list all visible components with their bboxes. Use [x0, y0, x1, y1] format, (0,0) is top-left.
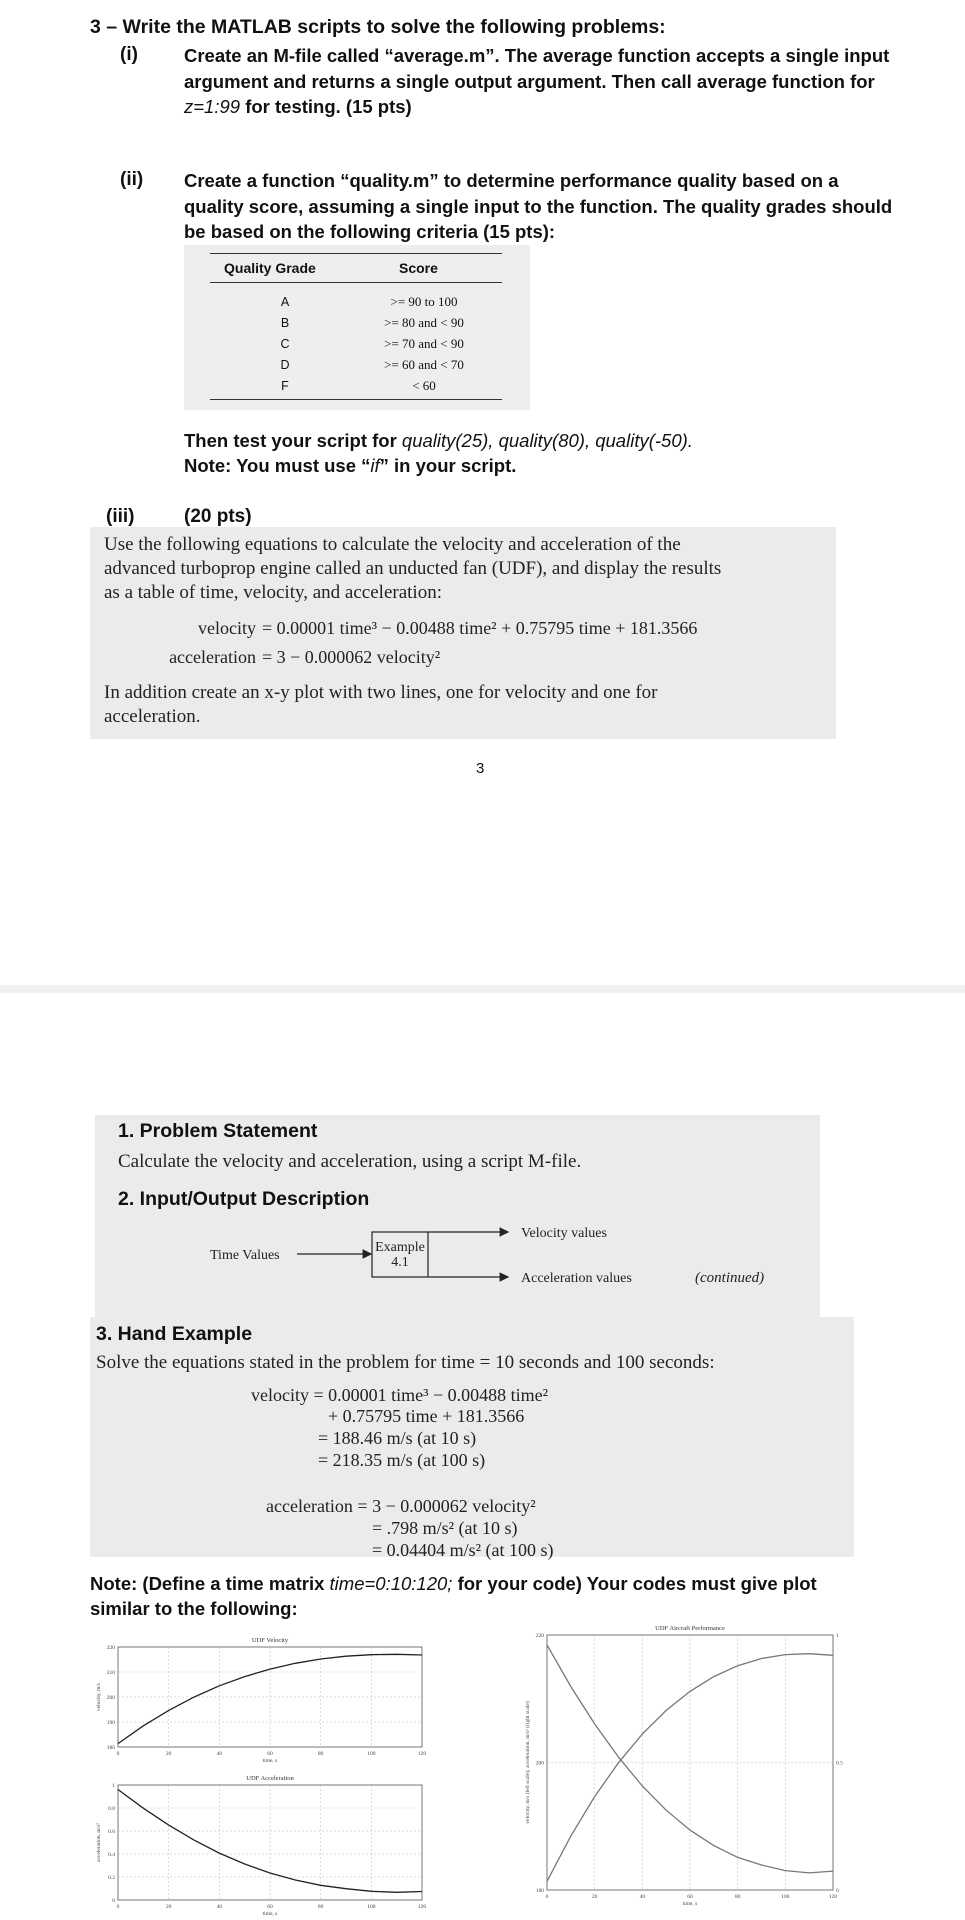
- acceleration-chart-ytick-0.4: 0.4: [108, 1852, 115, 1858]
- acceleration-chart-ytick-1: 1: [112, 1783, 115, 1789]
- hand-v4: = 218.35 m/s (at 100 s): [318, 1450, 486, 1470]
- note-prefix: Note: You must use “: [184, 455, 371, 476]
- velocity-lhs: velocity: [198, 618, 256, 638]
- part-iii-label: (iii): [106, 506, 135, 527]
- table-top-rule: [210, 253, 502, 254]
- test-prefix: Then test your script for: [184, 430, 402, 451]
- velocity-chart-xtick-0: 0: [116, 1751, 120, 1757]
- acceleration-chart-title: UDF Acceleration: [246, 1775, 294, 1782]
- acceleration-chart-xtick-40: 40: [216, 1904, 223, 1910]
- acceleration-chart-xtick-0: 0: [116, 1904, 120, 1910]
- grade-f: F: [281, 379, 289, 393]
- velocity-chart-xtick-40: 40: [216, 1751, 223, 1757]
- performance-chart-xtick-60: 60: [687, 1894, 693, 1900]
- velocity-chart-ytick-180: 180: [106, 1745, 115, 1751]
- velocity-chart-xtick-20: 20: [165, 1751, 172, 1757]
- io-diagram: [95, 1210, 820, 1315]
- acceleration-chart-xlabel: time, s: [262, 1911, 278, 1917]
- io-box-line1: Example: [375, 1240, 425, 1255]
- performance-chart-xtick-100: 100: [781, 1894, 790, 1900]
- performance-chart-title: UDF Aircraft Performance: [655, 1625, 725, 1632]
- page-number: 3: [476, 760, 485, 777]
- part-ii-line2: quality score, assuming a single input to the function. The quality grades should: [184, 195, 893, 217]
- part-iii-para1: [104, 533, 721, 605]
- performance-chart-rtick-1: 1: [836, 1633, 839, 1639]
- part-iii-para2: [104, 681, 657, 729]
- part-ii-test-line: [184, 428, 693, 453]
- performance-chart-xtick-80: 80: [734, 1894, 741, 1900]
- part-ii-line1: Create a function “quality.m” to determine performance quality based on a: [184, 170, 839, 191]
- performance-chart-xtick-0: 0: [545, 1894, 549, 1900]
- acceleration-chart-ylabel: acceleration, m/s²: [96, 1823, 102, 1862]
- part-iii-points: (20 pts): [184, 506, 252, 527]
- part-i-line1: Create an M-file called “average.m”. The average function accepts a single input: [184, 45, 890, 66]
- score-b: >= 80 and < 90: [384, 315, 464, 330]
- plot-note: [90, 1571, 817, 1621]
- acceleration-chart-xtick-20: 20: [165, 1904, 172, 1910]
- velocity-rhs: = 0.00001 time³ − 0.00488 time² + 0.75795 time + 181.3566: [262, 618, 698, 638]
- part-i-code: z=1:99: [184, 96, 241, 117]
- table-header-score: Score: [399, 260, 438, 276]
- part-i-text: [184, 43, 904, 120]
- plot-note-line1: [90, 1571, 817, 1596]
- s3-text: Solve the equations stated in the problem for time = 10 seconds and 100 seconds:: [96, 1352, 715, 1373]
- grade-c: C: [280, 337, 290, 351]
- velocity-chart-xtick-120: 120: [417, 1751, 427, 1757]
- performance-chart-ytick-220: 220: [535, 1633, 544, 1639]
- performance-chart-xtick-20: 20: [591, 1894, 598, 1900]
- part-i-label: (i): [120, 44, 138, 65]
- io-box-line2: 4.1: [391, 1255, 409, 1270]
- performance-chart-ytick-180: 180: [535, 1888, 544, 1894]
- hand-a2: = .798 m/s² (at 10 s): [372, 1518, 518, 1538]
- p2-line1: In addition create an x-y plot with two lines, one for velocity and one for: [104, 682, 658, 703]
- hand-v3: = 188.46 m/s (at 10 s): [318, 1428, 477, 1448]
- part-ii-label: (ii): [120, 169, 144, 190]
- accel-lhs: acceleration: [169, 647, 256, 667]
- performance-chart-xtick-120: 120: [828, 1894, 838, 1900]
- hand-v1: velocity = 0.00001 time³ − 0.00488 time²: [251, 1385, 549, 1405]
- performance-chart-ytick-200: 200: [535, 1760, 544, 1767]
- part-i-points: for testing. (15 pts): [240, 96, 412, 117]
- grade-a: A: [280, 295, 290, 309]
- note-l1-code: time=0:10:120;: [329, 1573, 453, 1594]
- s2-heading: 2. Input/Output Description: [118, 1188, 370, 1210]
- part-i-line2: argument and returns a single output argument. Then call average function for: [184, 70, 875, 92]
- performance-chart-rtick-0.5: 0.5: [836, 1760, 843, 1767]
- io-output1-label: Velocity values: [521, 1226, 607, 1241]
- acceleration-chart-xtick-100: 100: [367, 1904, 376, 1910]
- part-ii-text: [184, 168, 904, 245]
- grade-d: D: [280, 358, 290, 372]
- acceleration-chart-ytick-0.2: 0.2: [108, 1875, 115, 1881]
- velocity-chart-xtick-100: 100: [367, 1751, 376, 1757]
- table-header-rule: [210, 282, 502, 283]
- performance-chart-xtick-40: 40: [639, 1894, 646, 1900]
- velocity-chart-xlabel: time, s: [262, 1758, 278, 1764]
- velocity-chart-ylabel: velocity, m/s: [96, 1682, 102, 1712]
- page-divider: [0, 985, 965, 993]
- performance-chart-xlabel: time, s: [682, 1901, 698, 1907]
- note-l1-suffix: for your code) Your codes must give plot: [452, 1573, 817, 1594]
- s1-heading: 1. Problem Statement: [118, 1120, 318, 1142]
- acceleration-chart-ytick-0.6: 0.6: [108, 1829, 115, 1835]
- score-d: >= 60 and < 70: [384, 357, 464, 372]
- hand-a1: acceleration = 3 − 0.000062 velocity²: [266, 1496, 536, 1516]
- velocity-chart-ytick-210: 210: [106, 1670, 115, 1676]
- note-suffix: ” in your script.: [379, 455, 517, 476]
- grade-b: B: [280, 316, 290, 330]
- hand-a3: = 0.04404 m/s² (at 100 s): [372, 1540, 554, 1560]
- io-input-label: Time Values: [210, 1248, 280, 1263]
- score-a: >= 90 to 100: [390, 294, 458, 309]
- note-l1-prefix: Note: (Define a time matrix: [90, 1573, 330, 1594]
- velocity-chart-xtick-80: 80: [317, 1751, 324, 1757]
- velocity-chart-ytick-200: 200: [106, 1695, 115, 1701]
- p1-line2: advanced turboprop engine called an unducted fan (UDF), and display the results: [104, 558, 722, 579]
- p2-line2: acceleration.: [104, 706, 201, 727]
- part-ii-test: [184, 428, 693, 478]
- s3-heading: 3. Hand Example: [96, 1323, 253, 1345]
- acceleration-chart-xtick-80: 80: [317, 1904, 324, 1910]
- acceleration-chart-ytick-0.8: 0.8: [108, 1806, 115, 1812]
- acceleration-chart-xtick-60: 60: [267, 1904, 273, 1910]
- s1-text: Calculate the velocity and acceleration, using a script M-file.: [118, 1151, 582, 1172]
- velocity-chart-ytick-190: 190: [106, 1720, 115, 1726]
- hand-v2: + 0.75795 time + 181.3566: [328, 1406, 525, 1426]
- part-ii-note: [184, 453, 693, 478]
- table-bottom-rule: [210, 399, 502, 400]
- test-calls: quality(25), quality(80), quality(-50).: [401, 430, 693, 451]
- chart-velocity-acceleration: [96, 1622, 442, 1920]
- p1-line1: Use the following equations to calculate the velocity and acceleration of the: [104, 534, 681, 555]
- score-f: < 60: [412, 378, 436, 393]
- part-i-line3: [184, 94, 904, 120]
- io-continued: (continued): [695, 1270, 765, 1286]
- note-if: if: [370, 455, 380, 476]
- problem-heading: 3 – Write the MATLAB scripts to solve the following problems:: [90, 16, 666, 38]
- chart-aircraft-performance: [505, 1620, 851, 1918]
- accel-rhs: = 3 − 0.000062 velocity²: [262, 647, 441, 667]
- p1-line3: as a table of time, velocity, and acceleration:: [104, 582, 442, 603]
- quality-table: [184, 245, 530, 410]
- table-header-grade: Quality Grade: [224, 260, 316, 276]
- performance-chart-ylabel: velocity, m/s (left scale); acceleration, m/s² (right scale): [525, 1701, 531, 1824]
- velocity-chart-ytick-220: 220: [106, 1645, 115, 1651]
- part-ii-line3: be based on the following criteria (15 pts):: [184, 221, 556, 242]
- score-c: >= 70 and < 90: [384, 336, 464, 351]
- io-output2-label: Acceleration values: [521, 1271, 632, 1286]
- velocity-chart-title: UDF Velocity: [251, 1637, 289, 1644]
- plot-note-line2: similar to the following:: [90, 1598, 298, 1619]
- velocity-chart-xtick-60: 60: [267, 1751, 273, 1757]
- acceleration-chart-xtick-120: 120: [417, 1904, 427, 1910]
- performance-chart-rtick-0: 0: [836, 1888, 839, 1894]
- acceleration-chart-ytick-0: 0: [112, 1898, 115, 1904]
